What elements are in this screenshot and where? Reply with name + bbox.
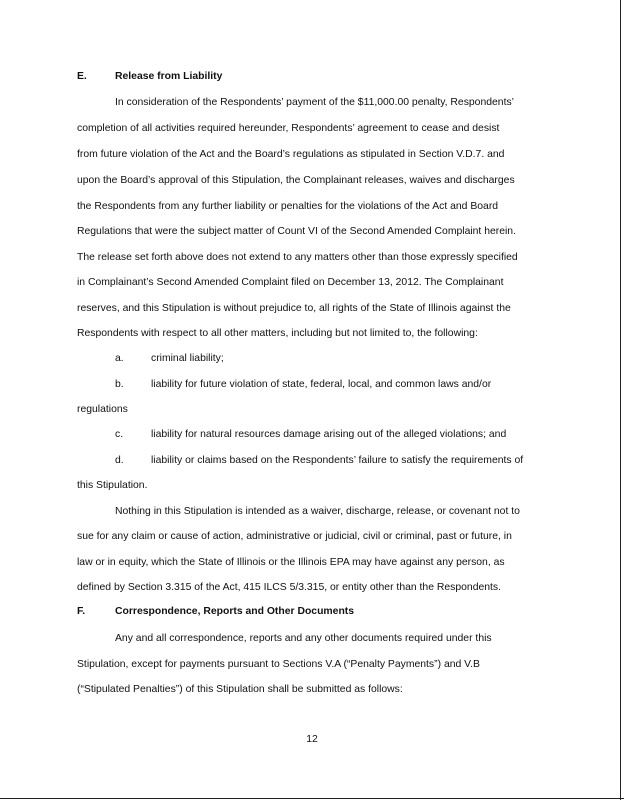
list-item-text: liability or claims based on the Respondents’ failure to satisfy the requirements of bbox=[151, 455, 524, 466]
page-number: 12 bbox=[306, 734, 318, 745]
list-item-text: criminal liability; bbox=[151, 353, 224, 364]
page-edge-right bbox=[620, 0, 621, 800]
list-marker: c. bbox=[115, 429, 124, 440]
paragraph-line: Stipulation, except for payments pursuant to Sections V.A (“Penalty Payments”) and V.B bbox=[77, 659, 480, 670]
paragraph-line: The release set forth above does not extend to any matters other than those expressly specified bbox=[77, 252, 518, 263]
list-marker: d. bbox=[115, 455, 124, 466]
paragraph-line: Regulations that were the subject matter of Count VI of the Second Amended Complaint herein. bbox=[77, 226, 516, 237]
list-item-text: liability for natural resources damage arising out of the alleged violations; and bbox=[151, 429, 507, 440]
paragraph-line: from future violation of the Act and the Board’s regulations as stipulated in Section V.D.7. and bbox=[77, 149, 505, 160]
paragraph-line: defined by Section 3.315 of the Act, 415 ILCS 5/3.315, or entity other than the Respondents. bbox=[77, 582, 501, 593]
paragraph-line: law or in equity, which the State of Illinois or the Illinois EPA may have against any person, as bbox=[77, 557, 505, 568]
section-e-number: E. bbox=[77, 71, 87, 82]
list-item-text: liability for future violation of state, federal, local, and common laws and/or bbox=[151, 379, 492, 390]
paragraph-line: sue for any claim or cause of action, administrative or judicial, civil or criminal, past or future, in bbox=[77, 531, 512, 542]
list-marker: a. bbox=[115, 353, 124, 364]
paragraph-line: the Respondents from any further liability or penalties for the violations of the Act and Board bbox=[77, 201, 499, 212]
paragraph-line: Nothing in this Stipulation is intended as a waiver, discharge, release, or covenant not to bbox=[115, 506, 520, 517]
paragraph-line: (“Stipulated Penalties”) of this Stipulation shall be submitted as follows: bbox=[77, 684, 403, 695]
section-f-title: Correspondence, Reports and Other Documents bbox=[115, 606, 355, 617]
list-marker: b. bbox=[115, 379, 124, 390]
paragraph-line: upon the Board’s approval of this Stipulation, the Complainant releases, waives and discharges bbox=[77, 175, 515, 186]
paragraph-line: Any and all correspondence, reports and any other documents required under this bbox=[115, 633, 492, 644]
paragraph-line: in Complainant’s Second Amended Complaint filed on December 13, 2012. The Complainant bbox=[77, 277, 504, 288]
section-e-title: Release from Liability bbox=[115, 71, 223, 82]
page-edge-bottom bbox=[0, 798, 624, 799]
section-f-number: F. bbox=[77, 606, 86, 617]
paragraph-line: completion of all activities required hereunder, Respondents’ agreement to cease and desist bbox=[77, 123, 500, 134]
paragraph-line: reserves, and this Stipulation is without prejudice to, all rights of the State of Illinois against the bbox=[77, 303, 511, 314]
list-item-continuation: regulations bbox=[77, 404, 128, 415]
list-item-continuation: this Stipulation. bbox=[77, 480, 148, 491]
paragraph-line: Respondents with respect to all other matters, including but not limited to, the following: bbox=[77, 328, 478, 339]
paragraph-line: In consideration of the Respondents’ payment of the $11,000.00 penalty, Respondents’ bbox=[115, 97, 514, 108]
